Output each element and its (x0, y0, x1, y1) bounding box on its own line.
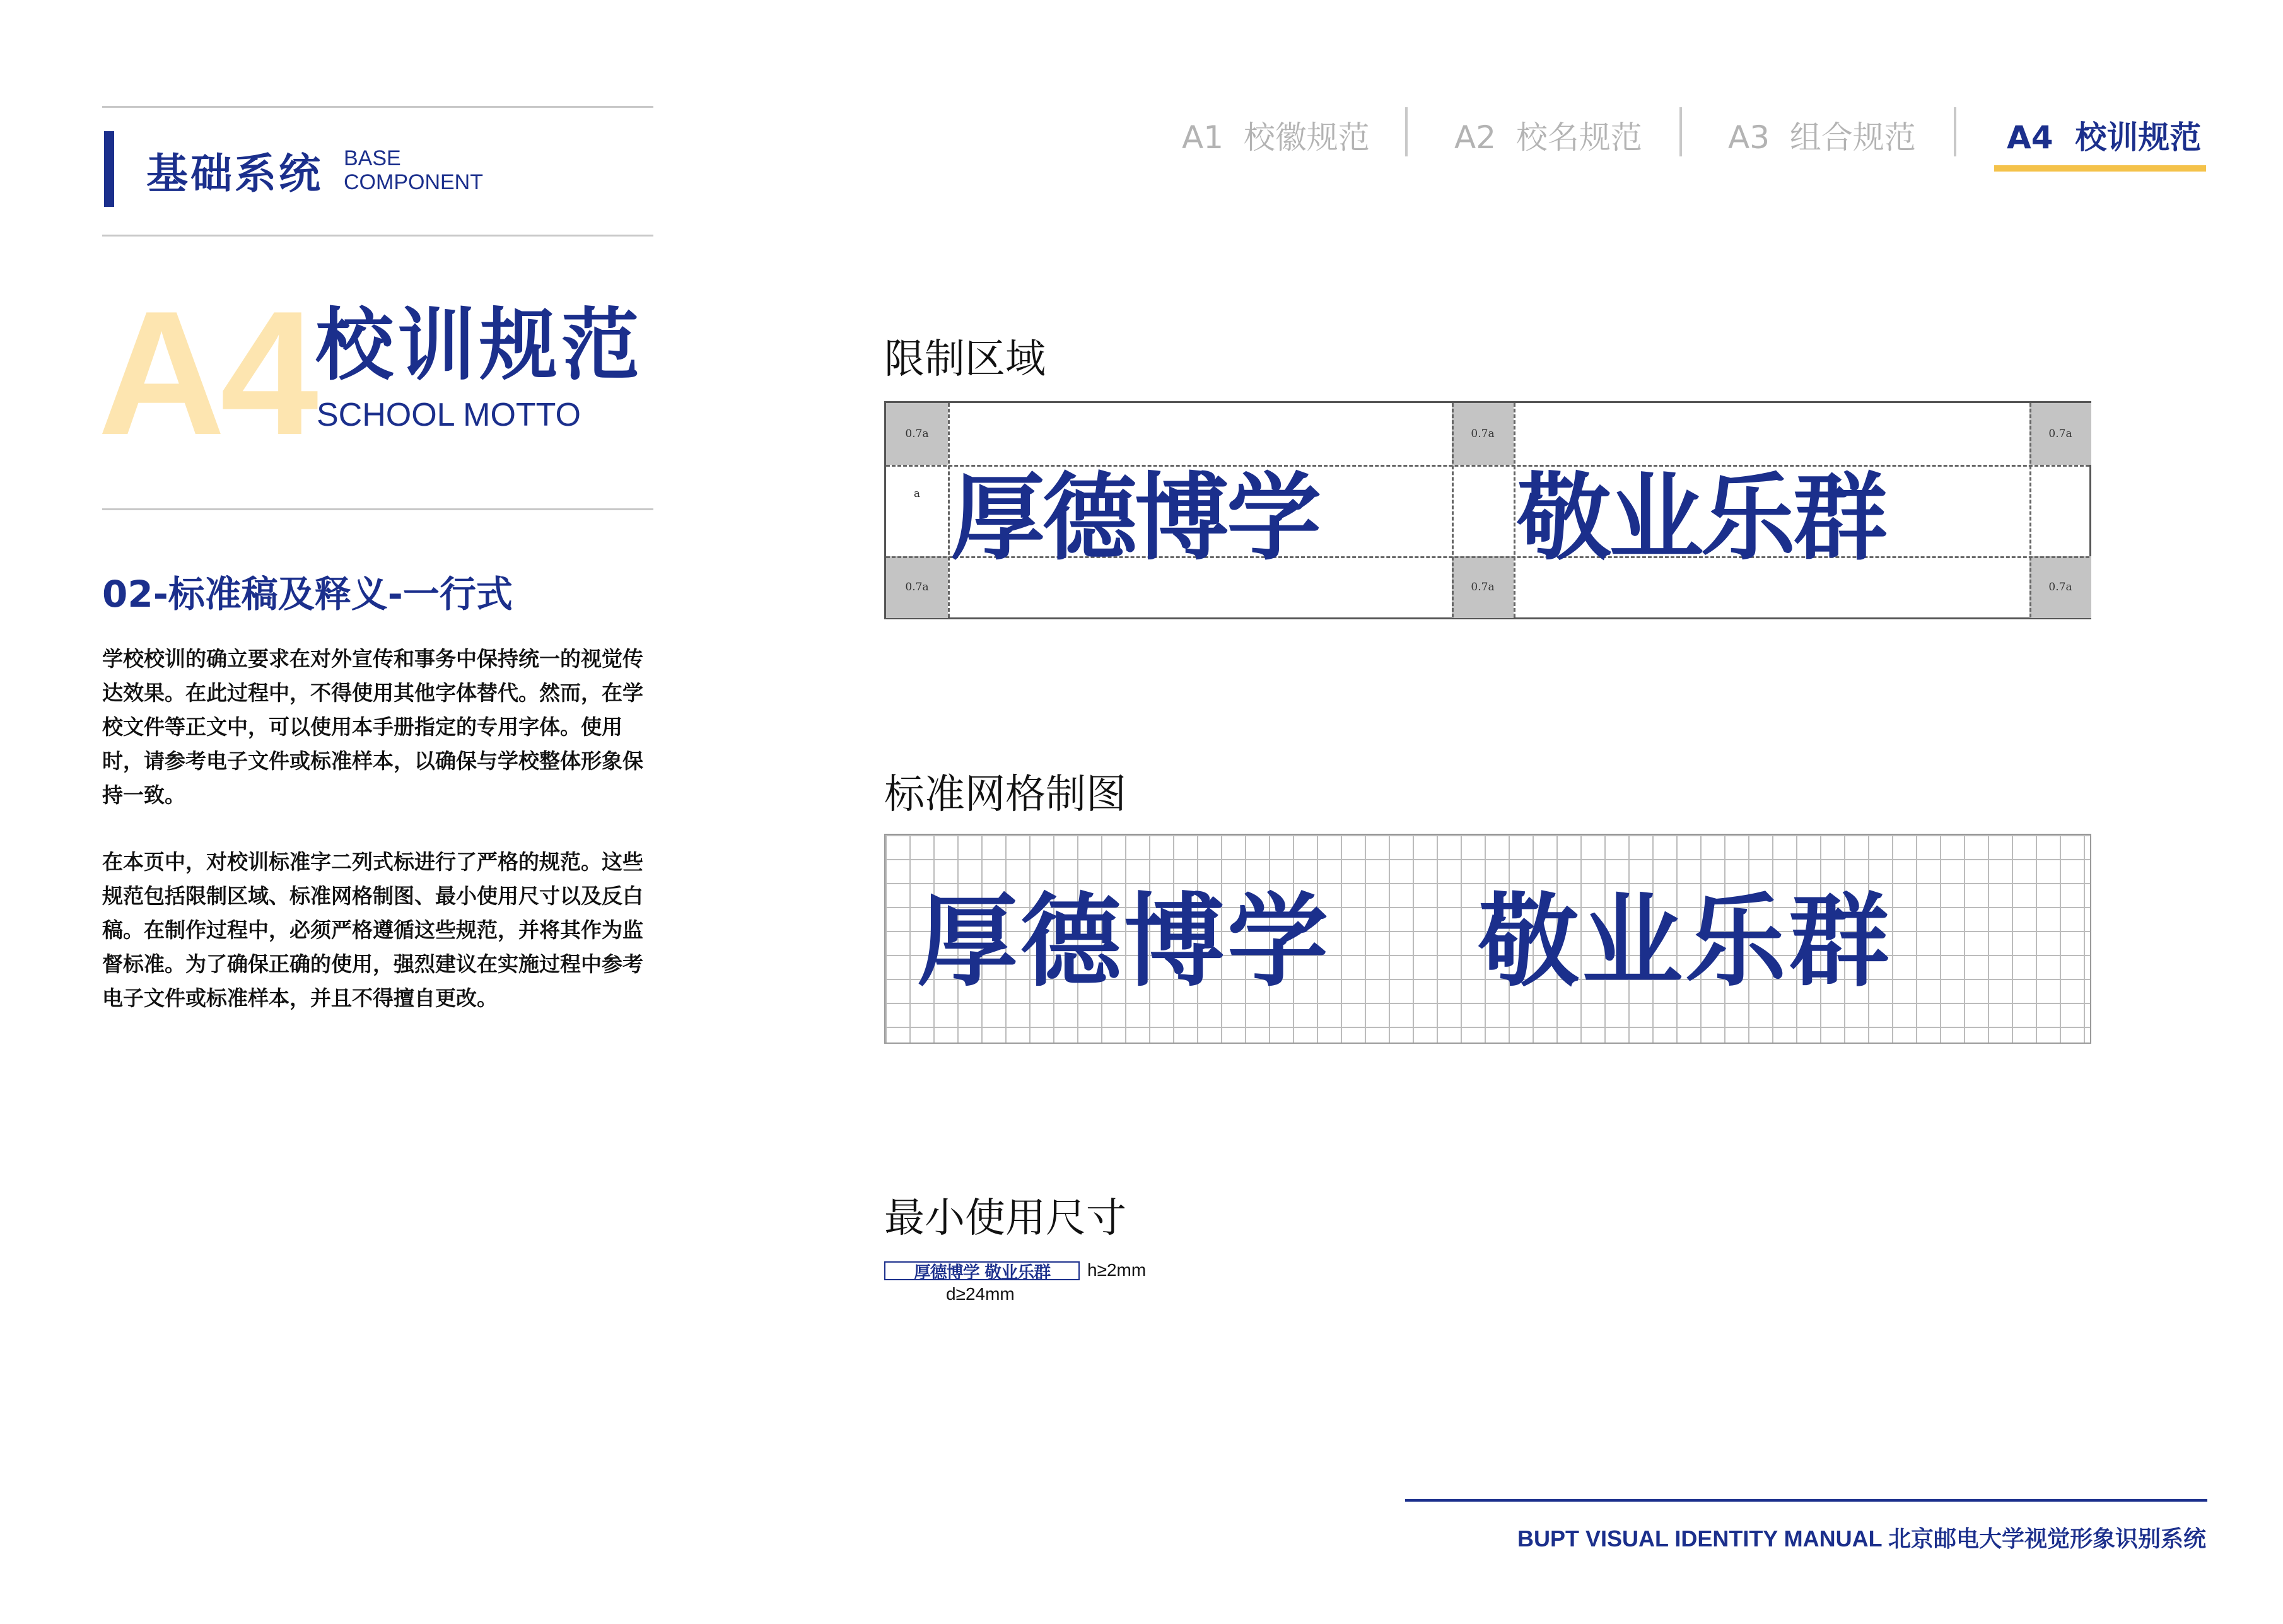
description-paragraph-1: 学校校训的确立要求在对外宣传和事务中保持统一的视觉传达效果。在此过程中，不得使用其他字体替代。然而，在学校文件等正文中，可以使用本手册指定的专用字体。使用时，请参考电子文件或标准样本，以确保与学校整体形象保持一致。 (102, 646, 643, 807)
title-bottom-rule (102, 508, 653, 510)
footer-rule (1405, 1499, 2207, 1502)
min-height-label: h≥2mm (1087, 1260, 1147, 1280)
motto-min-sample (884, 1261, 1080, 1283)
nav-tab-code: A4 (2007, 119, 2053, 156)
nav-separator (1405, 107, 1408, 156)
motto-part2: 敬业乐群 (1517, 462, 1886, 573)
subsection-title: 02-标准稿及释义-一行式 (102, 573, 513, 616)
zone-corner-cell: 0.7a (886, 556, 948, 618)
header-bottom-rule (102, 235, 653, 237)
zone-corner-cell: 0.7a (2029, 556, 2091, 618)
nav-tab-a1[interactable] (1182, 112, 1370, 158)
nav-separator (1954, 107, 1956, 156)
nav-tab-a2[interactable] (1454, 112, 1642, 158)
motto-min-part2: 敬业乐群 (984, 1263, 1051, 1283)
motto-part2: 敬业乐群 (1478, 882, 1893, 1000)
zone-corner-cell: 0.7a (2029, 403, 2091, 465)
description-paragraph-2: 在本页中，对校训标准字二列式标进行了严格的规范。这些规范包括限制区域、标准网格制图、最小使用尺寸以及反白稿。在制作过程中，必须严格遵循这些规范，并将其作为监督标准。为了确保正确的使用，强烈建议在实施过程中参考电子文件或标准样本，并且不得擅自更改。 (102, 850, 643, 1010)
grid-section-title: 标准网格制图 (884, 771, 1126, 818)
page-title-en: SCHOOL MOTTO (317, 397, 581, 433)
zone-guide-line (1452, 403, 1454, 617)
nav-tab-label: 校徽规范 (1243, 119, 1370, 156)
zone-corner-cell: 0.7a (886, 403, 948, 465)
page-code: A4 (98, 275, 313, 472)
section-name-en-line1: BASE (344, 146, 401, 170)
zone-guide-line (948, 403, 950, 617)
zone-height-label: a (913, 488, 921, 500)
motto-min-part1: 厚德博学 (913, 1263, 979, 1283)
min-size-section-title: 最小使用尺寸 (884, 1195, 1126, 1242)
zone-section-title: 限制区域 (884, 336, 1046, 383)
page-title: 校训规范 (315, 300, 644, 391)
nav-tab-label: 校名规范 (1515, 119, 1642, 156)
nav-tab-label: 组合规范 (1789, 119, 1916, 156)
motto-part1: 厚德博学 (950, 462, 1319, 573)
zone-corner-cell: 0.7a (1452, 556, 1514, 618)
nav-active-underline (1994, 165, 2206, 172)
nav-tab-a4[interactable] (2007, 112, 2201, 158)
header-top-rule (102, 106, 653, 108)
footer-text: BUPT VISUAL IDENTITY MANUAL 北京邮电大学视觉形象识别系统 (1517, 1526, 2206, 1551)
section-name-en (344, 146, 483, 194)
zone-guide-line (2029, 403, 2031, 617)
section-name-en-line2: COMPONENT (344, 170, 483, 194)
zone-corner-cell: 0.7a (1452, 403, 1514, 465)
standard-grid-diagram (884, 834, 2091, 1044)
motto-min-text (914, 1259, 1050, 1283)
nav-tab-code: A1 (1182, 119, 1224, 156)
nav-tab-label: 校训规范 (2075, 119, 2202, 156)
motto-part1: 厚德博学 (917, 882, 1331, 1000)
nav-tab-a3[interactable] (1728, 112, 1916, 158)
min-width-label: d≥24mm (946, 1284, 1015, 1304)
section-marker-bar (104, 131, 114, 207)
section-name-cn: 基础系统 (146, 149, 323, 198)
nav-tab-code: A2 (1454, 119, 1497, 156)
nav-separator (1679, 107, 1682, 156)
nav-tab-code: A3 (1728, 119, 1770, 156)
clear-zone-diagram (884, 401, 2091, 619)
zone-guide-line (1514, 403, 1515, 617)
